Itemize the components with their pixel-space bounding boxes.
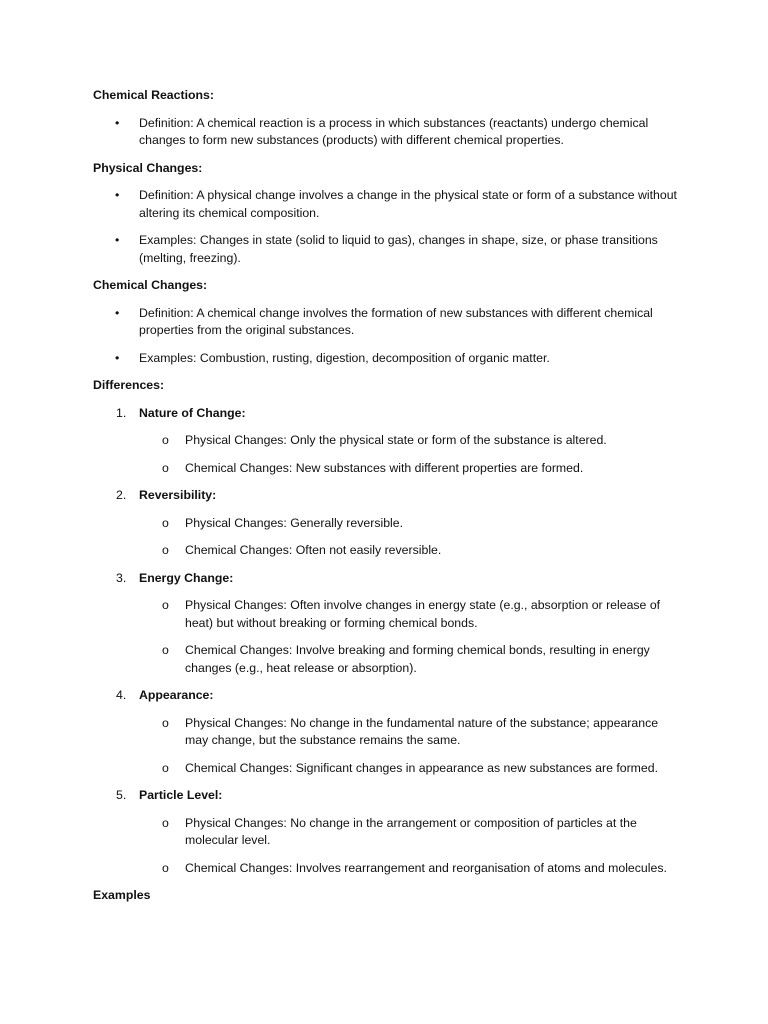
difference-title <box>93 405 683 423</box>
sub-bullet-text: Chemical Changes: Significant changes in appearance as new substances are formed. <box>185 760 659 775</box>
sub-bullet-marker: o <box>162 543 169 557</box>
sub-bullet-text: Physical Changes: Generally reversible. <box>185 515 404 530</box>
difference-title-text: Nature of Change: <box>139 405 246 420</box>
section-chemical-changes <box>93 277 683 367</box>
bullet-item <box>93 115 683 150</box>
sub-bullet-text: Physical Changes: Often involve changes in energy state (e.g., absorption or release of heat) but without breaking or forming chemical bonds. <box>185 598 661 630</box>
sub-bullet-item <box>93 542 683 560</box>
sub-bullet-list <box>93 597 683 677</box>
bullet-marker: • <box>115 305 120 320</box>
bullet-list <box>93 187 683 267</box>
bullet-marker: • <box>115 115 120 130</box>
sub-bullet-list <box>93 432 683 477</box>
sub-bullet-text: Chemical Changes: New substances with different properties are formed. <box>185 460 584 475</box>
bullet-text: Examples: Combustion, rusting, digestion, decomposition of organic matter. <box>139 350 550 365</box>
sub-bullet-marker: o <box>162 460 169 475</box>
difference-title-text: Appearance: <box>139 688 214 702</box>
section-heading: Physical Changes: <box>93 160 203 175</box>
bullet-item <box>93 350 683 368</box>
difference-title <box>93 687 683 705</box>
sub-bullet-marker: o <box>162 643 169 657</box>
section-differences <box>93 377 683 877</box>
section-heading: Chemical Changes: <box>93 278 208 292</box>
difference-item <box>93 405 683 478</box>
sub-bullet-list <box>93 715 683 778</box>
bullet-list <box>93 115 683 150</box>
list-number: 4. <box>116 688 127 702</box>
differences-list <box>93 405 683 878</box>
sub-bullet-item <box>93 515 683 533</box>
difference-item <box>93 687 683 777</box>
sub-bullet-marker: o <box>162 715 169 730</box>
sub-bullet-item <box>93 715 683 750</box>
section-heading: Chemical Reactions: <box>93 88 214 102</box>
bullet-text: Definition: A chemical change involves the formation of new substances with different chemical properties from the original substances. <box>139 305 653 337</box>
difference-title-text: Particle Level: <box>139 788 223 802</box>
sub-bullet-item <box>93 432 683 450</box>
sub-bullet-item <box>93 597 683 632</box>
bullet-item <box>93 232 683 267</box>
sub-bullet-item <box>93 860 683 878</box>
bullet-marker: • <box>115 188 120 202</box>
sub-bullet-text: Physical Changes: Only the physical state or form of the substance is altered. <box>185 433 607 447</box>
sub-bullet-text: Chemical Changes: Involve breaking and forming chemical bonds, resulting in energy changes (e.g., heat release or absorption). <box>185 643 650 675</box>
bullet-item <box>93 305 683 340</box>
list-number: 1. <box>116 405 127 420</box>
sub-bullet-marker: o <box>162 760 169 775</box>
section-heading: Differences: <box>93 378 165 392</box>
bullet-text: Definition: A chemical reaction is a process in which substances (reactants) undergo chemical changes to form new substances (products) with different chemical properties. <box>139 115 649 147</box>
sub-bullet-text: Physical Changes: No change in the arrangement or composition of particles at the molecular level. <box>185 815 637 847</box>
examples-heading: Examples <box>93 888 151 902</box>
section-physical-changes <box>93 160 683 268</box>
sub-bullet-marker: o <box>162 860 169 875</box>
sub-bullet-text: Chemical Changes: Involves rearrangement and reorganisation of atoms and molecules. <box>185 860 667 875</box>
list-number: 5. <box>116 788 127 802</box>
difference-title <box>93 487 683 505</box>
difference-item <box>93 787 683 877</box>
sub-bullet-marker: o <box>162 433 169 447</box>
bullet-item <box>93 187 683 222</box>
sub-bullet-text: Chemical Changes: Often not easily reversible. <box>185 543 442 557</box>
difference-title-text: Reversibility: <box>139 488 217 502</box>
sub-bullet-list <box>93 515 683 560</box>
sub-bullet-item <box>93 460 683 478</box>
sub-bullet-marker: o <box>162 515 169 530</box>
difference-title <box>93 787 683 805</box>
bullet-text: Definition: A physical change involves a change in the physical state or form of a substance without altering its chemical composition. <box>139 188 677 220</box>
sub-bullet-item <box>93 815 683 850</box>
list-number: 2. <box>116 488 127 502</box>
bullet-list <box>93 305 683 368</box>
sub-bullet-item <box>93 760 683 778</box>
difference-title-text: Energy Change: <box>139 570 234 585</box>
bullet-text: Examples: Changes in state (solid to liquid to gas), changes in shape, size, or phase transitions (melting, freezing). <box>139 233 658 265</box>
document-body <box>93 87 683 915</box>
bullet-marker: • <box>115 350 120 365</box>
section-chemical-reactions <box>93 87 683 150</box>
sub-bullet-list <box>93 815 683 878</box>
difference-item <box>93 570 683 678</box>
sub-bullet-text: Physical Changes: No change in the fundamental nature of the substance; appearance may change, but the substance remains the same. <box>185 715 659 747</box>
bullet-marker: • <box>115 233 120 247</box>
list-number: 3. <box>116 570 127 585</box>
sub-bullet-marker: o <box>162 598 169 612</box>
sub-bullet-marker: o <box>162 815 169 830</box>
sub-bullet-item <box>93 642 683 677</box>
difference-item <box>93 487 683 560</box>
difference-title <box>93 570 683 588</box>
